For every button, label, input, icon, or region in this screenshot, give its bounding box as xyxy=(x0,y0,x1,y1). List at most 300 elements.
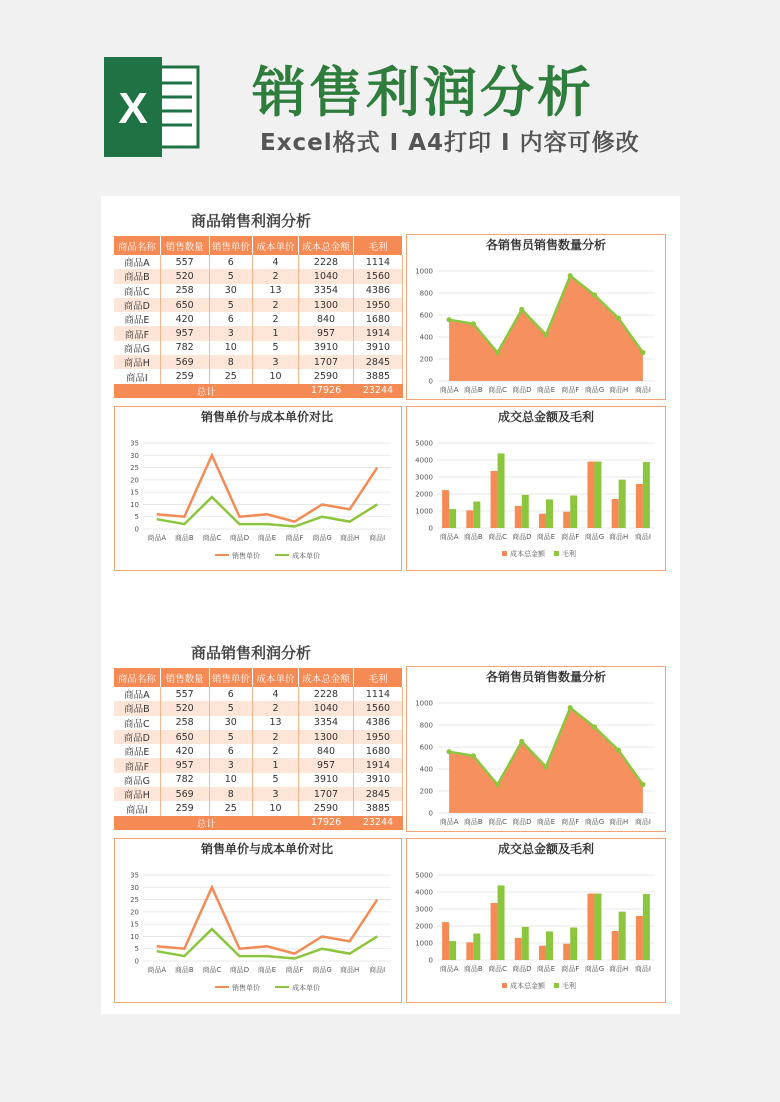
data-point xyxy=(616,316,621,321)
x-tick-label: 商品I xyxy=(634,533,651,541)
table-cell: 10 xyxy=(252,801,298,815)
table-cell: 商品A xyxy=(114,687,160,701)
x-tick-label: 商品E xyxy=(536,818,556,826)
bar xyxy=(449,509,456,528)
table-cell: 957 xyxy=(160,326,209,340)
y-tick-label: 0 xyxy=(428,956,433,965)
y-tick-label: 200 xyxy=(419,787,433,796)
bar xyxy=(636,916,643,960)
y-tick-label: 0 xyxy=(134,957,139,966)
x-tick-label: 商品F xyxy=(285,534,304,542)
legend-label: 成本总金额 xyxy=(510,550,545,558)
x-tick-label: 商品B xyxy=(174,534,194,542)
table-cell: 商品H xyxy=(114,355,160,369)
document-page xyxy=(101,196,680,1014)
table-cell: 10 xyxy=(209,773,252,787)
x-tick-label: 商品I xyxy=(634,818,651,826)
x-tick-label: 商品A xyxy=(147,966,167,974)
x-tick-label: 商品H xyxy=(609,965,629,973)
bar xyxy=(636,484,643,528)
x-tick-label: 商品D xyxy=(512,386,532,394)
table-cell: 商品E xyxy=(114,744,160,758)
y-tick-label: 0 xyxy=(134,525,139,534)
y-tick-label: 1000 xyxy=(415,267,433,276)
bar xyxy=(570,495,577,528)
legend-swatch xyxy=(554,983,559,988)
x-tick-label: 商品G xyxy=(584,818,605,826)
table-cell: 1950 xyxy=(353,298,402,312)
bar xyxy=(563,944,570,960)
table-cell: 259 xyxy=(160,369,209,383)
legend-swatch xyxy=(502,551,507,556)
table-cell: 30 xyxy=(209,284,252,298)
table-cell: 840 xyxy=(299,312,354,326)
bar xyxy=(539,514,546,528)
y-tick-label: 2000 xyxy=(415,922,433,931)
total-profit: 23244 xyxy=(353,816,402,830)
excel-logo-icon xyxy=(102,57,202,157)
x-tick-label: 商品H xyxy=(340,966,360,974)
x-tick-label: 商品I xyxy=(634,965,651,973)
bar xyxy=(587,462,594,528)
table-cell: 520 xyxy=(160,701,209,715)
y-tick-label: 4000 xyxy=(415,456,433,465)
table-title: 商品销售利润分析 xyxy=(190,644,311,662)
table-title: 商品销售利润分析 xyxy=(190,212,311,230)
table-cell: 商品D xyxy=(114,298,160,312)
table-row xyxy=(114,787,403,801)
table-row xyxy=(114,716,403,730)
data-point xyxy=(568,273,573,278)
table-cell: 2 xyxy=(252,298,298,312)
table-cell: 957 xyxy=(299,758,354,772)
x-tick-label: 商品D xyxy=(512,533,532,541)
chart-title: 各销售员销售数量分析 xyxy=(485,238,607,252)
table-row xyxy=(114,298,403,312)
table-cell: 商品B xyxy=(114,701,160,715)
y-tick-label: 15 xyxy=(130,488,139,497)
table-cell: 13 xyxy=(252,284,298,298)
y-tick-label: 400 xyxy=(419,333,433,342)
x-tick-label: 商品F xyxy=(285,966,304,974)
table-cell: 3 xyxy=(209,326,252,340)
column-header: 成本单价 xyxy=(252,668,298,687)
y-tick-label: 5 xyxy=(134,945,139,954)
table-cell: 1914 xyxy=(353,326,402,340)
table-cell: 商品G xyxy=(114,773,160,787)
table-row xyxy=(114,369,403,383)
x-tick-label: 商品E xyxy=(536,533,556,541)
column-header: 毛利 xyxy=(353,668,402,687)
table-cell: 5 xyxy=(252,341,298,355)
legend-label: 毛利 xyxy=(562,982,576,990)
bar xyxy=(612,499,619,528)
x-tick-label: 商品E xyxy=(536,965,556,973)
page-title: 销售利润分析 xyxy=(252,61,594,124)
x-tick-label: 商品B xyxy=(463,818,483,826)
bar xyxy=(546,499,553,528)
bar xyxy=(466,942,473,960)
table-cell: 商品C xyxy=(114,284,160,298)
bar xyxy=(587,894,594,960)
data-point xyxy=(616,748,621,753)
x-tick-label: 商品G xyxy=(584,965,605,973)
x-tick-label: 商品A xyxy=(439,965,459,973)
table-cell: 569 xyxy=(160,787,209,801)
chart-title: 各销售员销售数量分析 xyxy=(485,670,607,684)
table-cell: 840 xyxy=(299,744,354,758)
x-tick-label: 商品D xyxy=(229,534,250,542)
x-tick-label: 商品H xyxy=(609,386,629,394)
total-cost: 17926 xyxy=(299,816,354,830)
table-row xyxy=(114,730,403,744)
table-cell: 259 xyxy=(160,801,209,815)
x-tick-label: 商品C xyxy=(488,386,508,394)
bar xyxy=(546,931,553,960)
bar xyxy=(466,510,473,528)
y-tick-label: 15 xyxy=(130,920,139,929)
table-cell: 10 xyxy=(252,369,298,383)
table-cell: 2228 xyxy=(299,687,354,701)
chart-title: 销售单价与成本单价对比 xyxy=(200,842,334,856)
legend-swatch xyxy=(502,983,507,988)
table-cell: 商品B xyxy=(114,269,160,283)
bar xyxy=(522,495,529,528)
table-cell: 557 xyxy=(160,687,209,701)
bar xyxy=(539,946,546,960)
table-cell: 3885 xyxy=(353,801,402,815)
y-tick-label: 1000 xyxy=(415,699,433,708)
table-cell: 1 xyxy=(252,326,298,340)
table-cell: 258 xyxy=(160,716,209,730)
y-tick-label: 30 xyxy=(130,451,139,460)
column-header: 销售单价 xyxy=(209,668,252,687)
table-row xyxy=(114,255,403,269)
unit-price-chart xyxy=(114,838,402,1003)
table-cell: 4 xyxy=(252,255,298,269)
table-cell: 2590 xyxy=(299,801,354,815)
table-cell: 1707 xyxy=(299,355,354,369)
bar xyxy=(473,933,480,960)
bar xyxy=(473,501,480,528)
table-cell: 8 xyxy=(209,787,252,801)
table-cell: 2845 xyxy=(353,787,402,801)
table-cell: 569 xyxy=(160,355,209,369)
x-tick-label: 商品I xyxy=(369,966,386,974)
bar xyxy=(442,922,449,960)
total-label: 总计 xyxy=(114,384,299,398)
x-tick-label: 商品D xyxy=(512,965,532,973)
bar xyxy=(619,912,626,960)
table-cell: 420 xyxy=(160,312,209,326)
table-cell: 3 xyxy=(252,355,298,369)
table-cell: 1040 xyxy=(299,269,354,283)
table-cell: 5 xyxy=(209,298,252,312)
table-cell: 10 xyxy=(209,341,252,355)
x-tick-label: 商品I xyxy=(634,386,651,394)
table-cell: 商品G xyxy=(114,341,160,355)
x-tick-label: 商品G xyxy=(312,966,332,974)
table-cell: 3 xyxy=(209,758,252,772)
y-tick-label: 35 xyxy=(130,871,139,880)
column-header: 成本总金额 xyxy=(299,236,354,255)
sales-table xyxy=(114,236,403,398)
x-tick-label: 商品G xyxy=(584,533,605,541)
table-cell: 3885 xyxy=(353,369,402,383)
total-profit: 23244 xyxy=(353,384,402,398)
x-tick-label: 商品D xyxy=(229,966,250,974)
table-cell: 2590 xyxy=(299,369,354,383)
legend-label: 成本单价 xyxy=(292,552,320,560)
table-cell: 4386 xyxy=(353,716,402,730)
y-tick-label: 2000 xyxy=(415,490,433,499)
x-tick-label: 商品H xyxy=(609,533,629,541)
table-row xyxy=(114,284,403,298)
legend-swatch xyxy=(554,551,559,556)
x-tick-label: 商品F xyxy=(561,818,580,826)
x-tick-label: 商品E xyxy=(257,534,277,542)
table-cell: 557 xyxy=(160,255,209,269)
table-cell: 商品C xyxy=(114,716,160,730)
x-tick-label: 商品F xyxy=(561,533,580,541)
x-tick-label: 商品H xyxy=(609,818,629,826)
y-tick-label: 0 xyxy=(428,524,433,533)
amount-profit-chart xyxy=(406,838,666,1003)
legend-label: 成本单价 xyxy=(292,984,320,992)
x-tick-label: 商品A xyxy=(439,386,459,394)
bar xyxy=(570,927,577,960)
total-cost: 17926 xyxy=(299,384,354,398)
table-cell: 650 xyxy=(160,730,209,744)
y-tick-label: 0 xyxy=(428,809,433,818)
table-cell: 25 xyxy=(209,369,252,383)
table-cell: 5 xyxy=(252,773,298,787)
data-point xyxy=(640,782,645,787)
y-tick-label: 3000 xyxy=(415,905,433,914)
bar xyxy=(643,894,650,960)
x-tick-label: 商品E xyxy=(536,386,556,394)
table-row xyxy=(114,687,403,701)
column-header: 商品名称 xyxy=(114,668,160,687)
data-point xyxy=(519,739,524,744)
table-cell: 5 xyxy=(209,701,252,715)
table-cell: 3354 xyxy=(299,716,354,730)
series-line xyxy=(157,887,377,953)
table-cell: 1707 xyxy=(299,787,354,801)
y-tick-label: 10 xyxy=(130,500,139,509)
table-row xyxy=(114,355,403,369)
y-tick-label: 800 xyxy=(419,721,433,730)
data-point xyxy=(543,764,548,769)
table-cell: 13 xyxy=(252,716,298,730)
bar xyxy=(449,941,456,960)
total-row xyxy=(114,384,403,398)
column-header: 销售单价 xyxy=(209,236,252,255)
table-row xyxy=(114,326,403,340)
table-cell: 1680 xyxy=(353,312,402,326)
table-cell: 3910 xyxy=(353,773,402,787)
sales-table xyxy=(114,668,403,830)
table-cell: 520 xyxy=(160,269,209,283)
data-point xyxy=(640,350,645,355)
y-tick-label: 5000 xyxy=(415,439,433,448)
data-point xyxy=(495,782,500,787)
bar xyxy=(522,927,529,960)
column-header: 销售数量 xyxy=(160,236,209,255)
y-tick-label: 5 xyxy=(134,513,139,522)
bar xyxy=(515,938,522,960)
y-tick-label: 1000 xyxy=(415,507,433,516)
column-header: 毛利 xyxy=(353,236,402,255)
x-tick-label: 商品A xyxy=(147,534,167,542)
table-cell: 1 xyxy=(252,758,298,772)
table-cell: 1040 xyxy=(299,701,354,715)
table-cell: 4386 xyxy=(353,284,402,298)
table-cell: 25 xyxy=(209,801,252,815)
data-point xyxy=(592,292,597,297)
table-cell: 957 xyxy=(160,758,209,772)
table-cell: 商品D xyxy=(114,730,160,744)
y-tick-label: 10 xyxy=(130,932,139,941)
table-cell: 782 xyxy=(160,341,209,355)
bar xyxy=(491,903,498,960)
y-tick-label: 600 xyxy=(419,743,433,752)
svg-text:X: X xyxy=(118,84,148,133)
y-tick-label: 600 xyxy=(419,311,433,320)
table-cell: 3910 xyxy=(299,773,354,787)
table-cell: 商品A xyxy=(114,255,160,269)
table-cell: 2845 xyxy=(353,355,402,369)
y-tick-label: 0 xyxy=(428,377,433,386)
data-point xyxy=(447,317,452,322)
data-point xyxy=(471,753,476,758)
bar xyxy=(594,462,601,528)
table-cell: 2 xyxy=(252,269,298,283)
x-tick-label: 商品A xyxy=(439,533,459,541)
y-tick-label: 3000 xyxy=(415,473,433,482)
table-cell: 2 xyxy=(252,730,298,744)
x-tick-label: 商品A xyxy=(439,818,459,826)
table-row xyxy=(114,341,403,355)
data-point xyxy=(592,724,597,729)
table-row xyxy=(114,801,403,815)
table-cell: 6 xyxy=(209,687,252,701)
table-cell: 1114 xyxy=(353,687,402,701)
table-cell: 1560 xyxy=(353,269,402,283)
amount-profit-chart xyxy=(406,406,666,571)
x-tick-label: 商品G xyxy=(584,386,605,394)
table-cell: 2 xyxy=(252,744,298,758)
legend-label: 销售单价 xyxy=(232,552,260,560)
table-cell: 420 xyxy=(160,744,209,758)
column-header: 成本单价 xyxy=(252,236,298,255)
table-cell: 4 xyxy=(252,687,298,701)
y-tick-label: 1000 xyxy=(415,939,433,948)
data-point xyxy=(519,307,524,312)
x-tick-label: 商品C xyxy=(488,818,508,826)
table-cell: 2 xyxy=(252,701,298,715)
bar xyxy=(498,885,505,960)
column-header: 商品名称 xyxy=(114,236,160,255)
legend-label: 销售单价 xyxy=(232,984,260,992)
table-cell: 650 xyxy=(160,298,209,312)
table-cell: 1914 xyxy=(353,758,402,772)
x-tick-label: 商品I xyxy=(369,534,386,542)
bar xyxy=(442,490,449,528)
table-cell: 5 xyxy=(209,269,252,283)
y-tick-label: 20 xyxy=(130,476,139,485)
table-cell: 8 xyxy=(209,355,252,369)
y-tick-label: 35 xyxy=(130,439,139,448)
y-tick-label: 800 xyxy=(419,289,433,298)
table-cell: 957 xyxy=(299,326,354,340)
total-row xyxy=(114,816,403,830)
x-tick-label: 商品B xyxy=(463,386,483,394)
bar xyxy=(498,453,505,528)
table-cell: 782 xyxy=(160,773,209,787)
bar xyxy=(594,894,601,960)
x-tick-label: 商品C xyxy=(202,534,222,542)
table-cell: 1300 xyxy=(299,730,354,744)
x-tick-label: 商品F xyxy=(561,965,580,973)
table-row xyxy=(114,312,403,326)
table-cell: 2 xyxy=(252,312,298,326)
chart-title: 成交总金额及毛利 xyxy=(497,842,595,856)
table-cell: 6 xyxy=(209,744,252,758)
table-cell: 1950 xyxy=(353,730,402,744)
x-tick-label: 商品B xyxy=(463,965,483,973)
table-row xyxy=(114,744,403,758)
table-cell: 商品I xyxy=(114,369,160,383)
x-tick-label: 商品C xyxy=(202,966,222,974)
x-tick-label: 商品G xyxy=(312,534,332,542)
column-header: 销售数量 xyxy=(160,668,209,687)
bar xyxy=(643,462,650,528)
table-cell: 30 xyxy=(209,716,252,730)
chart-title: 销售单价与成本单价对比 xyxy=(200,410,334,424)
page-subtitle: Excel格式 Ⅰ A4打印 Ⅰ 内容可修改 xyxy=(260,130,640,156)
data-point xyxy=(568,705,573,710)
bar xyxy=(491,471,498,528)
table-cell: 商品F xyxy=(114,326,160,340)
table-cell: 1680 xyxy=(353,744,402,758)
bar xyxy=(515,506,522,528)
table-cell: 258 xyxy=(160,284,209,298)
x-tick-label: 商品B xyxy=(174,966,194,974)
table-cell: 商品E xyxy=(114,312,160,326)
y-tick-label: 30 xyxy=(130,883,139,892)
chart-title: 成交总金额及毛利 xyxy=(497,410,595,424)
legend-label: 毛利 xyxy=(562,550,576,558)
table-row xyxy=(114,269,403,283)
y-tick-label: 25 xyxy=(130,896,139,905)
table-cell: 6 xyxy=(209,255,252,269)
x-tick-label: 商品C xyxy=(488,533,508,541)
column-header: 成本总金额 xyxy=(299,668,354,687)
data-point xyxy=(543,332,548,337)
unit-price-chart xyxy=(114,406,402,571)
table-cell: 5 xyxy=(209,730,252,744)
total-label: 总计 xyxy=(114,816,299,830)
x-tick-label: 商品E xyxy=(257,966,277,974)
series-line xyxy=(157,455,377,521)
sales-quantity-chart xyxy=(406,234,666,400)
x-tick-label: 商品B xyxy=(463,533,483,541)
table-row xyxy=(114,758,403,772)
table-cell: 3910 xyxy=(353,341,402,355)
data-point xyxy=(495,350,500,355)
y-tick-label: 25 xyxy=(130,464,139,473)
